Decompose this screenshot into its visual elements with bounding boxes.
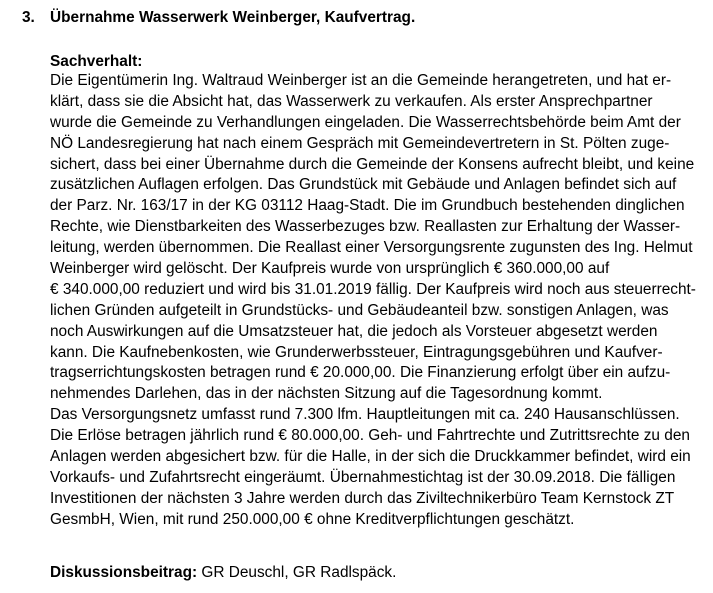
sachverhalt-label: Sachverhalt: [50,53,143,70]
text-line: sichert, dass bei einer Übernahme durch die Gemeinde der Konsens aufrecht bleibt, und keine [50,155,695,173]
discussion-label: Diskussionsbeitrag: [50,564,198,581]
text-line: Weinberger wird gelöscht. Der Kaufpreis wurde von ursprünglich € 360.000,00 auf [50,260,610,278]
text-line: noch Auswirkungen auf die Umsatzsteuer hat, die jedoch als Vorsteuer abgesetzt werden [50,322,658,340]
text-line: klärt, dass sie die Absicht hat, das Wasserwerk zu verkaufen. Als erster Ansprechpartner [50,92,653,110]
text-line: tragserrichtungskosten betragen rund € 20.000,00. Die Finanzierung erfolgt über ein aufzu- [50,364,671,382]
agenda-item-title: Übernahme Wasserwerk Weinberger, Kaufvertrag. [50,9,416,26]
text-line: Die Eigentümerin Ing. Waltraud Weinberger ist an die Gemeinde herangetreten, und hat er- [50,72,672,89]
text-line: GesmbH, Wien, mit rund 250.000,00 € ohne Kreditverpflichtungen geschätzt. [50,510,575,528]
text-line: leitung, werden übernommen. Die Reallast einer Versorgungsrente zugunsten des Ing. Helmut [50,239,693,257]
text-line: Die Erlöse betragen jährlich rund € 80.000,00. Geh- und Fahrtrechte und Zutrittsrechte zu den [50,427,690,445]
text-line: Rechte, wie Dienstbarkeiten des Wasserbezuges bzw. Reallasten zur Erhaltung der Wasser- [50,218,681,236]
text-line: wurde die Gemeinde zu Verhandlungen eingeladen. Die Wasserrechtsbehörde beim Amt der [50,113,681,131]
text-line: der Parz. Nr. 163/17 in der KG 03112 Haag-Stadt. Die im Grundbuch bestehenden dinglichen [50,197,685,215]
text-line: nehmendes Darlehen, das in der nächsten Sitzung auf die Tagesordnung kommt. [50,385,603,403]
text-line: Investitionen der nächsten 3 Jahre werden durch das Ziviltechnikerbüro Team Kernstock ZT [50,489,675,507]
text-line: € 340.000,00 reduziert und wird bis 31.01.2019 fällig. Der Kaufpreis wird noch aus steuerrecht- [50,280,696,298]
text-line: Das Versorgungsnetz umfasst rund 7.300 lfm. Hauptleitungen mit ca. 240 Hausanschlüssen. [50,406,680,424]
discussion-contribution [50,563,396,583]
agenda-item-number: 3. [22,9,35,26]
text-line: lichen Gründen aufgeteilt in Grundstücks- und Gebäudeanteil bzw. sonstigen Anlagen, was [50,301,669,319]
sachverhalt-text [50,71,710,531]
text-line: Anlagen werden abgesichert bzw. für die Halle, in der sich die Druckkammer befindet, wird ein [50,448,691,466]
agenda-item-heading [22,8,415,28]
text-line: Vorkaufs- und Zufahrtsrecht eingeräumt. Übernahmestichtag ist der 30.09.2018. Die fälligen [50,468,676,486]
text-line: zusätzlichen Auflagen erfolgen. Das Grundstück mit Gebäude und Anlagen befindet sich auf [50,176,677,194]
text-line: NÖ Landesregierung hat nach einem Gespräch mit Gemeindevertretern in St. Pölten zuge- [50,134,670,152]
text-line: kann. Die Kaufnebenkosten, wie Grunderwerbssteuer, Eintragungsgebühren und Kaufver- [50,343,663,361]
discussion-speakers: GR Deuschl, GR Radlspäck. [197,564,397,581]
